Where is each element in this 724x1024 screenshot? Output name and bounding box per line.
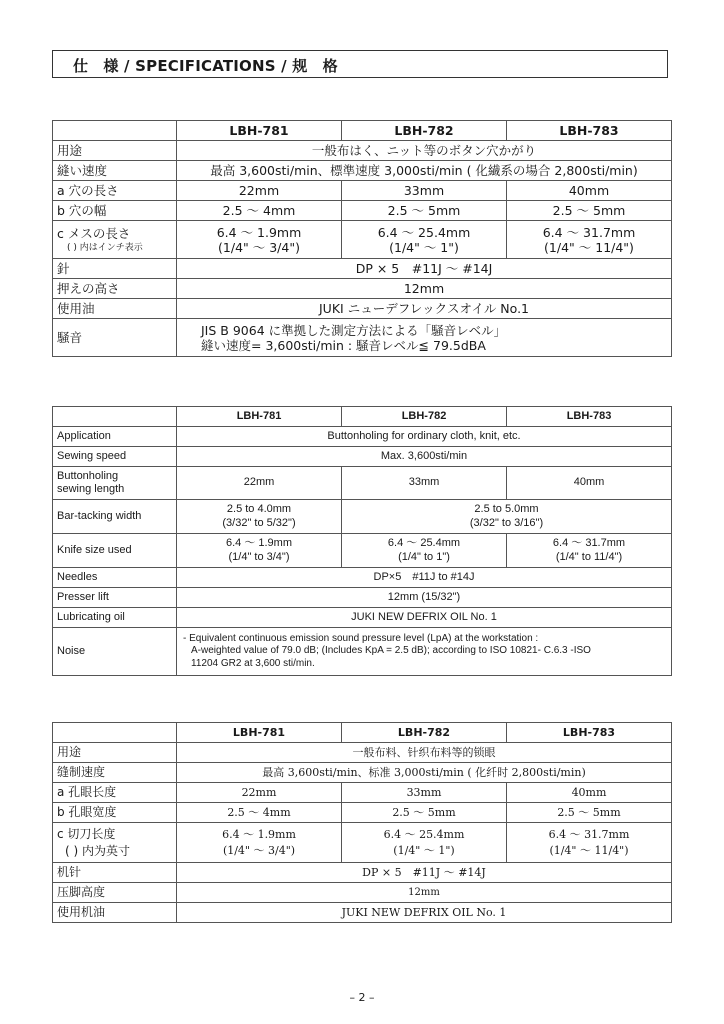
model-header: LBH-782: [342, 407, 507, 427]
table-row: [53, 628, 672, 676]
knife-mm: 6.4 ～ 1.9mm: [222, 827, 296, 841]
knife-inch: (1/4" ～ 3/4"): [218, 239, 300, 255]
row-value-cell: [507, 534, 672, 568]
table-row: [53, 427, 672, 447]
knife-mm: 6.4 ～ 1.9mm: [225, 537, 293, 550]
header-blank-cell: [53, 121, 177, 141]
row-value: Max. 3,600sti/min: [177, 447, 672, 467]
row-label: Lubricating oil: [53, 608, 177, 628]
table-row: [53, 141, 672, 161]
bar-mm: 2.5 to 5.0mm: [474, 503, 539, 516]
knife-inch: (1/4" ～ 11/4"): [549, 844, 629, 857]
knife-mm: 6.4 ～ 25.4mm: [377, 224, 471, 240]
row-label: 押えの高さ: [53, 279, 177, 299]
row-label: Presser lift: [53, 588, 177, 608]
row-value-cell: [507, 823, 672, 863]
row-label: Noise: [53, 628, 177, 676]
section-title: 仕 様 / SPECIFICATIONS / 规 格: [73, 57, 338, 75]
row-value-cell: [177, 221, 342, 259]
row-value: DP × 5 #11J ～ #14J: [177, 259, 672, 279]
noise-line: 縫い速度= 3,600sti/min : 騒音レベル≦ 79.5dBA: [201, 337, 486, 353]
row-value: 2.5 ～ 4mm: [177, 201, 342, 221]
knife-mm: 6.4 ～ 31.7mm: [542, 224, 636, 240]
row-label: Knife size used: [53, 534, 177, 568]
row-value-cell: [177, 823, 342, 863]
bar-inch: (3/32" to 3/16"): [469, 516, 544, 529]
row-label: 机针: [53, 863, 177, 883]
knife-inch: (1/4" ～ 1"): [393, 844, 455, 857]
row-value-cell: [507, 221, 672, 259]
row-value: 22mm: [177, 467, 342, 500]
row-value: 2.5 ～ 5mm: [507, 201, 672, 221]
header-blank-cell: [53, 407, 177, 427]
row-value: 2.5 ～ 5mm: [507, 803, 672, 823]
row-label: Needles: [53, 568, 177, 588]
table-row: [53, 259, 672, 279]
knife-inch: (1/4" ～ 3/4"): [222, 844, 296, 857]
row-label: 用途: [53, 141, 177, 161]
knife-inch: (1/4" ～ 1"): [389, 239, 459, 255]
spec-table-japanese: [52, 120, 672, 357]
row-label: b 孔眼宽度: [53, 803, 177, 823]
table-row: [53, 221, 672, 259]
page-number: – 2 –: [349, 991, 375, 1004]
model-header: LBH-783: [507, 121, 672, 141]
row-value: 最高 3,600sti/min、标准 3,000sti/min ( 化纤时 2,800sti/min): [177, 763, 672, 783]
knife-inch: (1/4" to 3/4"): [228, 550, 290, 563]
model-header: LBH-781: [177, 407, 342, 427]
row-value: 33mm: [342, 181, 507, 201]
row-value-cell: [177, 534, 342, 568]
row-value: Buttonholing for ordinary cloth, knit, etc.: [177, 427, 672, 447]
model-header: LBH-783: [507, 723, 672, 743]
row-label: 騒音: [53, 319, 177, 357]
model-header: LBH-783: [507, 407, 672, 427]
row-label: Buttonholing: [57, 469, 119, 482]
row-label: 針: [53, 259, 177, 279]
row-label-cell: [53, 467, 177, 500]
header-blank-cell: [53, 723, 177, 743]
model-header: LBH-781: [177, 723, 342, 743]
table-row: [53, 803, 672, 823]
section-title-box: [52, 50, 668, 78]
row-label: 縫い速度: [53, 161, 177, 181]
table-row: [53, 823, 672, 863]
row-label: 缝制速度: [53, 763, 177, 783]
table-row: [53, 783, 672, 803]
row-value: 40mm: [507, 467, 672, 500]
spec-table-english: [52, 406, 672, 676]
noise-line: JIS B 9064 に準拠した測定方法による「騒音レベル」: [201, 322, 507, 338]
row-label: Bar-tacking width: [53, 500, 177, 534]
table-row: [53, 447, 672, 467]
model-header: LBH-782: [342, 121, 507, 141]
row-value: 12mm (15/32"): [177, 588, 672, 608]
row-label-cell: [53, 221, 177, 259]
row-label: c メスの長さ: [57, 225, 131, 241]
row-value: 12mm: [177, 883, 672, 903]
table-row: [53, 279, 672, 299]
table-header-row: [53, 723, 672, 743]
table-row: [53, 161, 672, 181]
row-value-cell: [177, 500, 342, 534]
noise-line: A-weighted value of 79.0 dB; (Includes KpA = 2.5 dB); according to ISO 10821- C.6.3 -ISO: [191, 645, 591, 657]
row-label: Sewing speed: [53, 447, 177, 467]
row-value-cell: [177, 628, 672, 676]
row-value: JUKI ニューデフレックスオイル No.1: [177, 299, 672, 319]
table-row: [53, 588, 672, 608]
row-label: 使用油: [53, 299, 177, 319]
table-row: [53, 763, 672, 783]
model-header: LBH-782: [342, 723, 507, 743]
row-value: 2.5 ～ 4mm: [177, 803, 342, 823]
table-row: [53, 608, 672, 628]
row-value: 12mm: [177, 279, 672, 299]
row-value-cell: [342, 221, 507, 259]
row-value: DP × 5 #11J ～ #14J: [177, 863, 672, 883]
row-value: 22mm: [177, 783, 342, 803]
table-header-row: [53, 407, 672, 427]
row-label: a 穴の長さ: [53, 181, 177, 201]
knife-inch: (1/4" to 11/4"): [555, 550, 623, 563]
row-value: 最高 3,600sti/min、標準速度 3,000sti/min ( 化繊系の場合 2,800sti/min): [177, 161, 672, 181]
row-label: c 切刀长度: [57, 826, 116, 841]
row-value: DP×5 #11J to #14J: [177, 568, 672, 588]
row-value: JUKI NEW DEFRIX OIL No. 1: [177, 903, 672, 923]
knife-inch: (1/4" to 1"): [398, 550, 450, 563]
row-label-cell: [53, 823, 177, 863]
row-label: 用途: [53, 743, 177, 763]
table-row: [53, 467, 672, 500]
knife-mm: 6.4 ～ 25.4mm: [387, 537, 461, 550]
bar-inch: (3/32" to 5/32"): [222, 516, 296, 529]
row-sublabel: ( ) 内为英寸: [65, 844, 130, 858]
row-label: 压脚高度: [53, 883, 177, 903]
row-value: 2.5 ～ 5mm: [342, 201, 507, 221]
table-row: [53, 201, 672, 221]
knife-mm: 6.4 ～ 1.9mm: [216, 224, 302, 240]
row-value: JUKI NEW DEFRIX OIL No. 1: [177, 608, 672, 628]
table-row: [53, 299, 672, 319]
row-value-cell: [342, 500, 672, 534]
knife-mm: 6.4 ～ 31.7mm: [552, 537, 626, 550]
table-row: [53, 500, 672, 534]
row-value-cell: [177, 319, 672, 357]
table-row: [53, 534, 672, 568]
table-row: [53, 181, 672, 201]
row-value: 40mm: [507, 181, 672, 201]
row-value-cell: [342, 823, 507, 863]
table-row: [53, 863, 672, 883]
table-row: [53, 743, 672, 763]
table-header-row: [53, 121, 672, 141]
row-value: 33mm: [342, 783, 507, 803]
table-row: [53, 319, 672, 357]
spec-table-chinese: [52, 722, 672, 923]
row-value: 33mm: [342, 467, 507, 500]
knife-mm: 6.4 ～ 25.4mm: [383, 827, 465, 841]
row-value: 一般布料、针织布料等的锁眼: [177, 743, 672, 763]
table-row: [53, 903, 672, 923]
row-value: 22mm: [177, 181, 342, 201]
row-value: 2.5 ～ 5mm: [342, 803, 507, 823]
knife-mm: 6.4 ～ 31.7mm: [548, 827, 630, 841]
row-sublabel: ( ) 内はインチ表示: [67, 242, 143, 253]
row-value: 40mm: [507, 783, 672, 803]
row-value-cell: [342, 534, 507, 568]
row-label: b 穴の幅: [53, 201, 177, 221]
row-label: a 孔眼长度: [53, 783, 177, 803]
row-label: 使用机油: [53, 903, 177, 923]
row-value: 一般布はく、ニット等のボタン穴かがり: [177, 141, 672, 161]
table-row: [53, 568, 672, 588]
noise-line: 11204 GR2 at 3,600 sti/min.: [191, 657, 315, 669]
noise-line: - Equivalent continuous emission sound pressure level (LpA) at the workstation :: [183, 632, 539, 644]
table-row: [53, 883, 672, 903]
bar-mm: 2.5 to 4.0mm: [226, 503, 292, 516]
row-label: Application: [53, 427, 177, 447]
knife-inch: (1/4" ～ 11/4"): [544, 239, 634, 255]
model-header: LBH-781: [177, 121, 342, 141]
row-label: sewing length: [57, 483, 125, 495]
